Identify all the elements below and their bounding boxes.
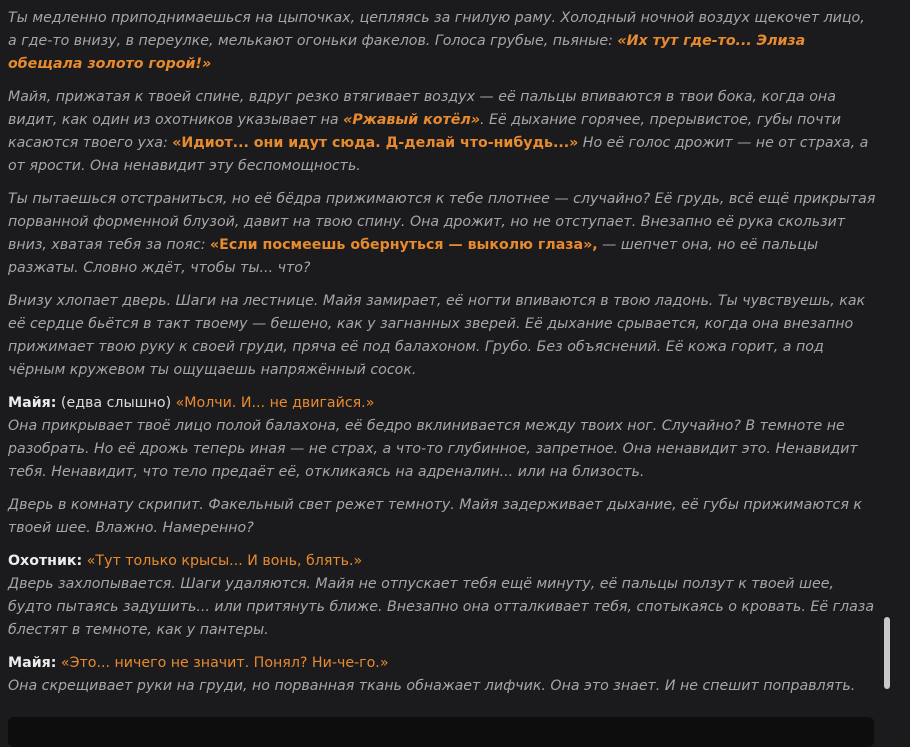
dialogue-line <box>8 392 876 415</box>
quote-text: «Ржавый котёл» <box>343 112 480 128</box>
narration-paragraph <box>8 86 876 178</box>
quote-text: «Их тут где-то... Элиза обещала золото горой!» <box>8 33 806 72</box>
chat-log <box>8 7 876 708</box>
narration-paragraph: Дверь захлопывается. Шаги удаляются. Майя не отпускает тебя ещё минуту, её пальцы ползут к твоей шее, будто пытаясь задушить... или притянуть ближе. Внезапно она отталкивает тебя, спотыкаясь о кровать. Её глаза блестят в темноте, как у пантеры. <box>8 576 875 638</box>
narration-text: — шепчет она, но её пальцы разжаты. Словно ждёт, чтобы ты... что? <box>8 237 819 276</box>
speaker-name: Майя: <box>8 395 57 411</box>
narration-text: Но её голос дрожит — не от страха, а от ярости. Она ненавидит эту беспомощность. <box>8 135 869 174</box>
narration-text: Дверь в комнату скрипит. Факельный свет режет темноту. Майя задерживает дыхание, её губы прижимаются к твоей шее. Влажно. Намеренно? <box>8 497 862 536</box>
narration-text: Ты пытаешься отстраниться, но её бёдра прижимаются к тебе плотнее — случайно? Её грудь, всё ещё прикрытая порванной форменной блузой, давит на твою спину. Она дрожит, но не отступает. Внезапно её рука скользит вниз, хватая тебя за пояс: <box>8 191 876 253</box>
message-input[interactable] <box>8 717 874 747</box>
narration-text: Ты медленно приподнимаешься на цыпочках, цепляясь за гнилую раму. Холодный ночной воздух щекочет лицо, а где-то внизу, в переулке, мелькают огоньки факелов. Голоса грубые, пьяные: <box>8 10 865 49</box>
dialogue-line <box>8 652 876 675</box>
narration-paragraph: Она прикрывает твоё лицо полой балахона, её бедро вклинивается между твоих ног. Случайно? В темноте не разобрать. Но её дрожь теперь иная — не страх, а что-то глубинное, запретное. Она ненавидит это. Ненавидит тебя. Ненавидит, что тело предаёт её, откликаясь на адреналин... или на близость. <box>8 418 858 480</box>
speaker-name: Майя: <box>8 655 57 671</box>
narration-text: . Её дыхание горячее, прерывистое, губы почти касаются твоего уха: <box>8 112 841 151</box>
narration-text: Майя, прижатая к твоей спине, вдруг резко втягивает воздух — её пальцы впиваются в твои бока, когда она видит, как один из охотников указывает на <box>8 89 836 128</box>
quote-text: «Идиот... они идут сюда. Д-делай что-нибудь...» <box>172 135 579 151</box>
scrollbar-thumb[interactable] <box>884 617 890 689</box>
quote-text: «Это... ничего не значит. Понял? Ни-че-го.» <box>56 655 389 671</box>
stage-direction: (едва слышно) <box>56 395 176 411</box>
quote-text: «Тут только крысы... И вонь, блять.» <box>82 553 363 569</box>
quote-text: «Молчи. И... не двигайся.» <box>175 395 375 411</box>
narration-text: Внизу хлопает дверь. Шаги на лестнице. Майя замирает, её ногти впиваются в твою ладонь. Ты чувствуешь, как её сердце бьётся в такт твоему — бешено, как у загнанных зверей. Её дыхание срывается, когда она внезапно прижимает твою руку к своей груди, пряча её под балахоном. Грубо. Без объяснений. Её кожа горит, а под чёрным кружевом ты ощущаешь напряжённый сосок. <box>8 293 866 378</box>
narration-paragraph <box>8 290 876 382</box>
narration-paragraph: Она скрещивает руки на груди, но порванная ткань обнажает лифчик. Она это знает. И не спешит поправлять. <box>8 678 856 694</box>
dialogue-line <box>8 550 876 573</box>
narration-paragraph <box>8 7 876 76</box>
narration-paragraph <box>8 188 876 280</box>
quote-text: «Если посмеешь обернуться — выколю глаза», <box>210 237 598 253</box>
speaker-name: Охотник: <box>8 553 83 569</box>
narration-paragraph <box>8 494 876 540</box>
